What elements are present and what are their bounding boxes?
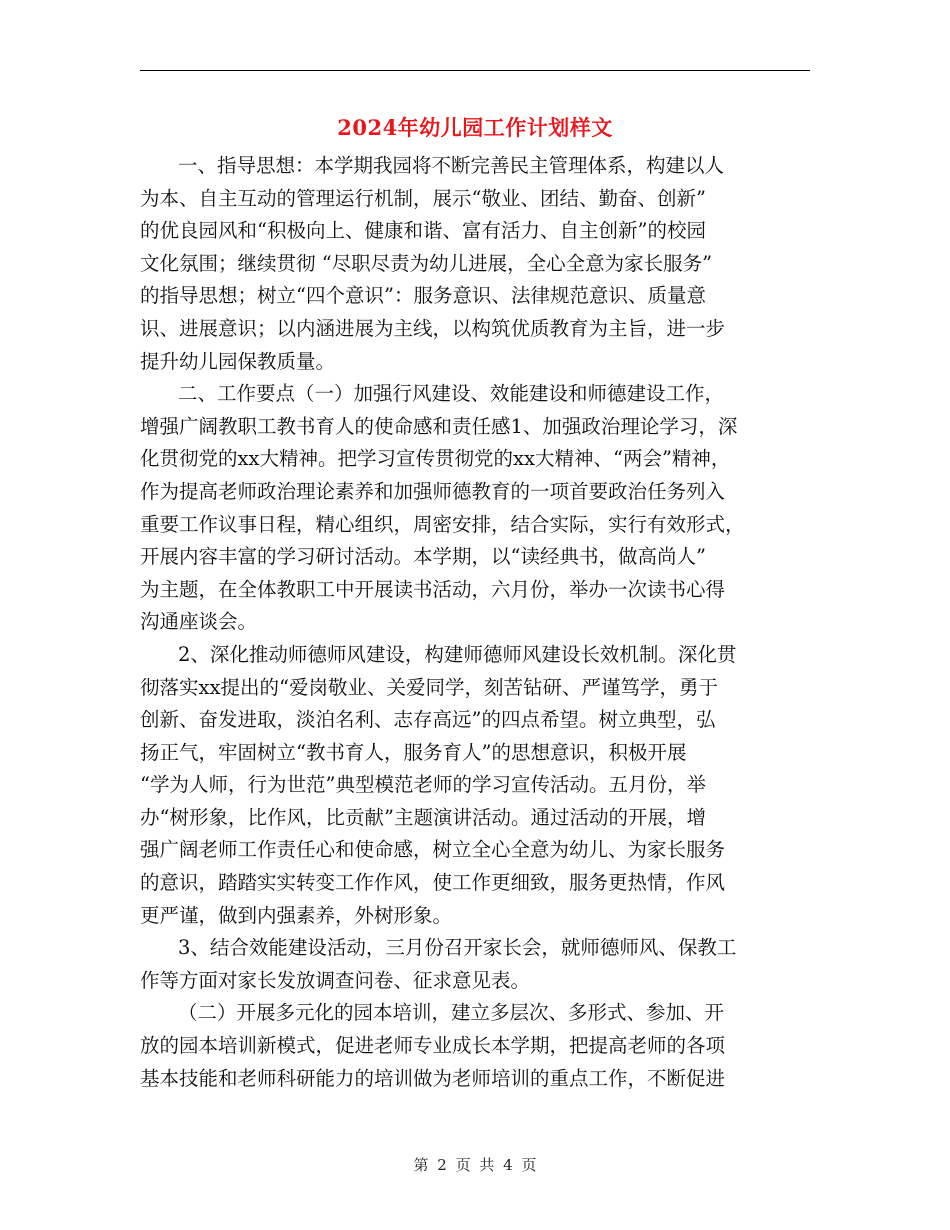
body-line: 的指导思想；树立“四个意识”：服务意识、法律规范意识、质量意 <box>140 284 706 308</box>
body-line: 的优良园风和“积极向上、健康和谐、富有活力、自主创新”的校园 <box>140 219 706 243</box>
body-line: 识、进展意识；以内涵进展为主线，以构筑优质教育为主旨，进一步 <box>140 316 726 340</box>
body-line: 放的园本培训新模式，促进老师专业成长本学期，把提高老师的各项 <box>140 1034 726 1058</box>
body-line: 提升幼儿园保教质量。 <box>140 349 336 373</box>
body-line: 3、结合效能建设活动，三月份召开家长会，就师德师风、保教工 <box>178 936 737 960</box>
body-line: 文化氛围；继续贯彻 “尽职尽责为幼儿进展，全心全意为家长服务” <box>140 251 713 275</box>
body-line: 一、指导思想：本学期我园将不断完善民主管理体系，构建以人 <box>178 154 725 177</box>
body-line: 化贯彻党的xx大精神。把学习宣传贯彻党的xx大精神、“两会”精神， <box>140 447 731 471</box>
body-line: 的意识，踏踏实实转变工作作风，使工作更细致，服务更热情，作风 <box>140 871 726 895</box>
body-line: 开展内容丰富的学习研讨活动。本学期，以“读经典书，做高尚人” <box>140 545 706 569</box>
body-line: 2、深化推动师德师风建设，构建师德师风建设长效机制。深化贯 <box>178 642 737 666</box>
body-line: （二）开展多元化的园本培训，建立多层次、多形式、参加、开 <box>178 1001 725 1025</box>
body-line: 办“树形象，比作风，比贡献”主题演讲活动。通过活动的开展，增 <box>140 805 706 829</box>
body-line: 作为提高老师政治理论素养和加强师德教育的一项首要政治任务列入 <box>140 479 726 503</box>
body-line: 强广阔老师工作责任心和使命感，树立全心全意为幼儿、为家长服务 <box>140 838 726 862</box>
body-line: 为本、自主互动的管理运行机制，展示“敬业、团结、勤奋、创新” <box>140 186 706 210</box>
body-line: 彻落实xx提出的“爱岗敬业、关爱同学，刻苦钻研、严谨笃学，勇于 <box>140 675 718 699</box>
page-number: 第 2 页 共 4 页 <box>413 1156 537 1174</box>
body-line: 更严谨，做到内强素养，外树形象。 <box>140 903 453 927</box>
body-line: 为主题，在全体教职工中开展读书活动，六月份，举办一次读书心得 <box>140 577 726 601</box>
body-line: 创新、奋发进取，淡泊名利、志存高远”的四点希望。树立典型，弘 <box>140 708 716 732</box>
body-line: 沟通座谈会。 <box>140 610 258 634</box>
body-line: 基本技能和老师科研能力的培训做为老师培训的重点工作，不断促进 <box>140 1066 726 1090</box>
body-line: 扬正气，牢固树立“教书育人，服务育人”的思想意识，积极开展 <box>140 740 687 764</box>
body-line: 增强广阔教职工教书育人的使命感和责任感1、加强政治理论学习，深 <box>140 414 738 438</box>
body-line: 二、工作要点（一）加强行风建设、效能建设和师德建设工作， <box>178 382 725 406</box>
document-title: 2024年幼儿园工作计划样文 <box>337 115 613 140</box>
body-line: “学为人师，行为世范”典型模范老师的学习宣传活动。五月份，举 <box>140 773 706 797</box>
document-body <box>140 150 810 1095</box>
header-rule <box>140 70 810 71</box>
body-line: 重要工作议事日程，精心组织，周密安排，结合实际，实行有效形式， <box>140 512 745 536</box>
body-line: 作等方面对家长发放调查问卷、征求意见表。 <box>140 968 531 992</box>
